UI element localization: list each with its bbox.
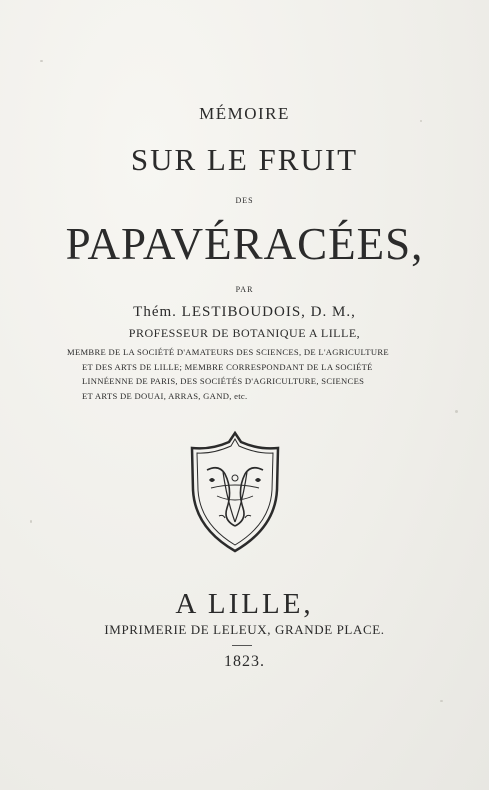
affiliation-line: LINNÉENNE DE PARIS, DES SOCIÉTÉS D'AGRICULTURE, SCIENCES — [82, 376, 365, 386]
title-line-sur-le-fruit: SUR LE FRUIT — [130, 142, 359, 177]
author-role: PROFESSEUR DE BOTANIQUE A LILLE, — [128, 326, 361, 340]
author-par: PAR — [235, 285, 254, 294]
title-line-memoire: MÉMOIRE — [199, 104, 290, 123]
imprint-printer: IMPRIMERIE DE LELEUX, GRANDE PLACE. — [104, 622, 385, 637]
affiliation-line: MEMBRE DE LA SOCIÉTÉ D'AMATEURS DES SCIENCES, DE L'AGRICULTURE — [67, 347, 389, 357]
title-line-des: DES — [235, 196, 254, 205]
imprint-divider — [232, 645, 252, 646]
imprint-year: 1823. — [224, 653, 265, 670]
imprint-city: A LILLE, — [175, 588, 314, 620]
author-name: Thém. LESTIBOUDOIS, D. M., — [133, 304, 356, 320]
title-line-papaveracees: PAPAVÉRACÉES, — [65, 219, 424, 269]
affiliation-line: ET DES ARTS DE LILLE; MEMBRE CORRESPONDANT DE LA SOCIÉTÉ — [82, 361, 373, 372]
shield-monogram-icon — [189, 430, 281, 554]
affiliation-line: ET ARTS DE DOUAI, ARRAS, GAND, etc. — [82, 390, 248, 401]
